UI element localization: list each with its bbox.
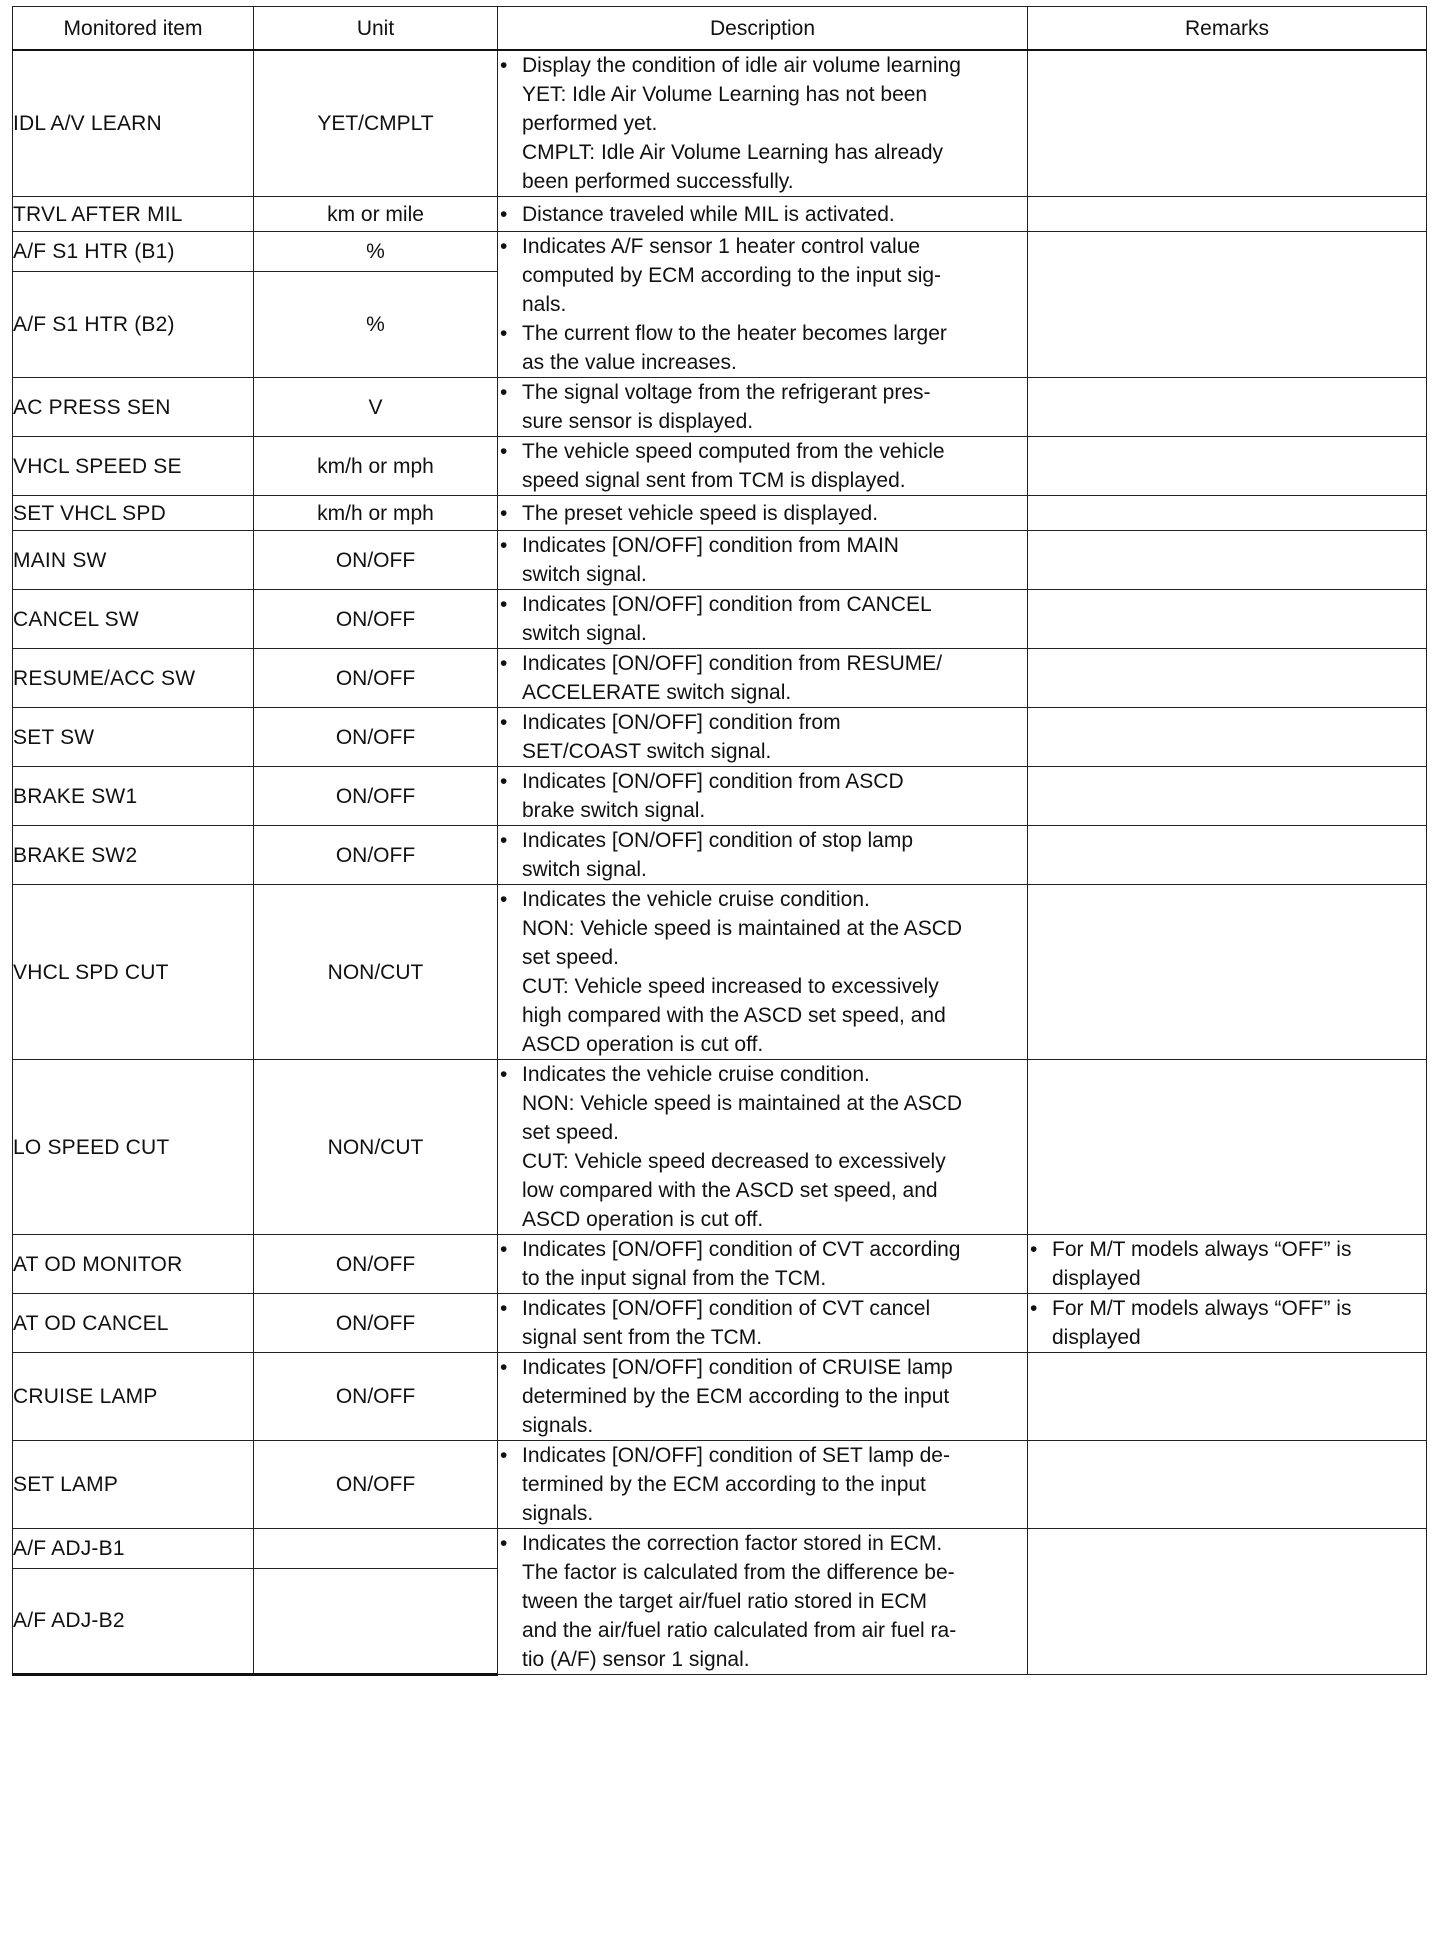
- description-cell: [498, 1441, 1028, 1529]
- remarks-cell: [1028, 1529, 1427, 1675]
- text-line: • Indicates [ON/OFF] condition from: [522, 711, 841, 734]
- text-line: set speed.: [522, 946, 619, 969]
- unit-cell: km/h or mph: [254, 496, 498, 531]
- monitored-item-cell: AT OD MONITOR: [13, 1235, 254, 1294]
- description-bullet-list: [498, 200, 1027, 229]
- description-bullet: [498, 1235, 1027, 1293]
- remarks-cell: [1028, 708, 1427, 767]
- table-row: [13, 708, 1427, 767]
- description-bullet-list: [498, 590, 1027, 648]
- unit-cell: km or mile: [254, 197, 498, 232]
- unit-cell: ON/OFF: [254, 649, 498, 708]
- description-bullet-list: [498, 826, 1027, 884]
- text-line: • Indicates [ON/OFF] condition of CVT according: [522, 1238, 961, 1261]
- unit-cell: ON/OFF: [254, 1235, 498, 1294]
- description-cell: [498, 197, 1028, 232]
- table-row: [13, 531, 1427, 590]
- text-line: ACCELERATE switch signal.: [522, 681, 792, 704]
- text-line: CUT: Vehicle speed increased to excessively: [522, 975, 939, 998]
- description-bullet-list: [498, 51, 1027, 196]
- description-bullet-list: [498, 499, 1027, 528]
- monitored-item-cell: SET VHCL SPD: [13, 496, 254, 531]
- text-line: ASCD operation is cut off.: [522, 1033, 764, 1056]
- table-row: [13, 649, 1427, 708]
- text-line: switch signal.: [522, 858, 647, 881]
- text-line: set speed.: [522, 1121, 619, 1144]
- description-bullet-list: [498, 378, 1027, 436]
- description-bullet: [498, 232, 1027, 319]
- unit-cell: ON/OFF: [254, 1353, 498, 1441]
- unit-cell: %: [254, 271, 498, 377]
- description-cell: [498, 50, 1028, 197]
- description-bullet-list: [498, 1235, 1027, 1293]
- monitored-item-cell: A/F S1 HTR (B2): [13, 271, 254, 377]
- description-bullet: [498, 590, 1027, 648]
- text-line: nals.: [522, 293, 567, 316]
- remarks-bullet-list: [1028, 1294, 1426, 1352]
- description-cell: [498, 232, 1028, 378]
- text-line: • Distance traveled while MIL is activated.: [522, 202, 895, 226]
- monitored-item-cell: BRAKE SW1: [13, 767, 254, 826]
- table-row: [13, 1529, 1427, 1569]
- description-bullet: [498, 826, 1027, 884]
- text-line: • For M/T models always “OFF” is: [1052, 1297, 1352, 1320]
- description-bullet: [498, 1441, 1027, 1528]
- unit-cell: ON/OFF: [254, 708, 498, 767]
- unit-cell: ON/OFF: [254, 1441, 498, 1529]
- remarks-bullet: [1028, 1294, 1426, 1352]
- text-line: The factor is calculated from the difference be-: [522, 1561, 955, 1584]
- text-line: • Indicates [ON/OFF] condition from ASCD: [522, 770, 904, 793]
- monitored-item-cell: TRVL AFTER MIL: [13, 197, 254, 232]
- description-bullet: [498, 649, 1027, 707]
- remarks-cell: [1028, 1060, 1427, 1235]
- monitored-item-cell: CANCEL SW: [13, 590, 254, 649]
- text-line: • The current flow to the heater becomes larger: [522, 322, 947, 345]
- description-bullet-list: [498, 885, 1027, 1059]
- monitored-item-cell: VHCL SPD CUT: [13, 885, 254, 1060]
- description-cell: [498, 1353, 1028, 1441]
- description-bullet-list: [498, 767, 1027, 825]
- unit-cell: ON/OFF: [254, 531, 498, 590]
- text-line: NON: Vehicle speed is maintained at the ASCD: [522, 917, 963, 940]
- description-cell: [498, 708, 1028, 767]
- monitored-item-cell: AT OD CANCEL: [13, 1294, 254, 1353]
- text-line: • The vehicle speed computed from the vehicle: [522, 440, 945, 463]
- text-line: displayed: [1052, 1326, 1141, 1349]
- description-bullet-list: [498, 1353, 1027, 1440]
- remarks-cell: [1028, 826, 1427, 885]
- text-line: displayed: [1052, 1267, 1141, 1290]
- description-bullet: [498, 1353, 1027, 1440]
- description-bullet: [498, 499, 1027, 528]
- monitored-item-cell: MAIN SW: [13, 531, 254, 590]
- table-row: [13, 1353, 1427, 1441]
- table-row: [13, 232, 1427, 272]
- text-line: YET: Idle Air Volume Learning has not been: [522, 83, 928, 106]
- description-bullet-list: [498, 1529, 1027, 1674]
- description-bullet: [498, 531, 1027, 589]
- text-line: signal sent from the TCM.: [522, 1326, 763, 1349]
- text-line: to the input signal from the TCM.: [522, 1267, 827, 1290]
- remarks-bullet: [1028, 1235, 1426, 1293]
- monitored-item-cell: VHCL SPEED SE: [13, 437, 254, 496]
- remarks-cell: [1028, 1441, 1427, 1529]
- text-line: tio (A/F) sensor 1 signal.: [522, 1648, 750, 1671]
- header-monitored-item: Monitored item: [13, 7, 254, 51]
- description-cell: [498, 1060, 1028, 1235]
- text-line: signals.: [522, 1502, 594, 1525]
- unit-cell: ON/OFF: [254, 1294, 498, 1353]
- text-line: • Indicates [ON/OFF] condition from RESUME/: [522, 652, 943, 675]
- description-bullet-list: [498, 708, 1027, 766]
- description-cell: [498, 531, 1028, 590]
- text-line: CMPLT: Idle Air Volume Learning has already: [522, 141, 944, 164]
- text-line: switch signal.: [522, 622, 647, 645]
- monitored-item-cell: LO SPEED CUT: [13, 1060, 254, 1235]
- table-body: [13, 50, 1427, 1675]
- monitored-item-cell: A/F S1 HTR (B1): [13, 232, 254, 272]
- header-description: Description: [498, 7, 1028, 51]
- remarks-cell: [1028, 437, 1427, 496]
- description-cell: [498, 767, 1028, 826]
- description-bullet: [498, 51, 1027, 196]
- description-bullet: [498, 767, 1027, 825]
- table-row: [13, 826, 1427, 885]
- description-bullet: [498, 437, 1027, 495]
- remarks-cell: [1028, 590, 1427, 649]
- remarks-cell: [1028, 232, 1427, 378]
- remarks-bullet-list: [1028, 1235, 1426, 1293]
- unit-cell: ON/OFF: [254, 767, 498, 826]
- text-line: as the value increases.: [522, 351, 737, 374]
- text-line: and the air/fuel ratio calculated from air fuel ra-: [522, 1619, 957, 1642]
- description-bullet: [498, 708, 1027, 766]
- remarks-cell: [1028, 649, 1427, 708]
- text-line: • Indicates [ON/OFF] condition of CVT cancel: [522, 1297, 931, 1320]
- unit-cell: ON/OFF: [254, 826, 498, 885]
- remarks-cell: [1028, 885, 1427, 1060]
- text-line: • Indicates A/F sensor 1 heater control value: [522, 235, 921, 258]
- unit-cell: V: [254, 378, 498, 437]
- remarks-cell: [1028, 531, 1427, 590]
- table-row: [13, 767, 1427, 826]
- description-bullet: [498, 200, 1027, 229]
- monitored-item-cell: CRUISE LAMP: [13, 1353, 254, 1441]
- description-cell: [498, 1235, 1028, 1294]
- table-row: [13, 437, 1427, 496]
- description-bullet: [498, 1529, 1027, 1674]
- text-line: termined by the ECM according to the input: [522, 1473, 926, 1496]
- text-line: switch signal.: [522, 563, 647, 586]
- description-cell: [498, 378, 1028, 437]
- text-line: tween the target air/fuel ratio stored in ECM: [522, 1590, 928, 1613]
- table-header-row: [13, 7, 1427, 51]
- unit-cell: [254, 1568, 498, 1674]
- description-bullet-list: [498, 531, 1027, 589]
- text-line: computed by ECM according to the input sig-: [522, 264, 942, 287]
- description-bullet: [498, 885, 1027, 1059]
- text-line: • Indicates the vehicle cruise condition.: [522, 1063, 870, 1086]
- text-line: • The signal voltage from the refrigerant pres-: [522, 381, 931, 404]
- description-bullet: [498, 1294, 1027, 1352]
- description-bullet-list: [498, 1060, 1027, 1234]
- remarks-cell: [1028, 496, 1427, 531]
- text-line: been performed successfully.: [522, 170, 794, 193]
- remarks-cell: [1028, 1353, 1427, 1441]
- text-line: NON: Vehicle speed is maintained at the ASCD: [522, 1092, 963, 1115]
- table-row: [13, 378, 1427, 437]
- description-cell: [498, 826, 1028, 885]
- monitored-item-cell: RESUME/ACC SW: [13, 649, 254, 708]
- text-line: CUT: Vehicle speed decreased to excessively: [522, 1150, 946, 1173]
- table-row: [13, 50, 1427, 197]
- text-line: • Indicates the correction factor stored in ECM.: [522, 1532, 943, 1555]
- text-line: • For M/T models always “OFF” is: [1052, 1238, 1352, 1261]
- description-cell: [498, 885, 1028, 1060]
- monitored-item-cell: IDL A/V LEARN: [13, 50, 254, 197]
- table-row: [13, 1294, 1427, 1353]
- description-bullet: [498, 1060, 1027, 1234]
- text-line: high compared with the ASCD set speed, and: [522, 1004, 946, 1027]
- remarks-cell: [1028, 378, 1427, 437]
- text-line: sure sensor is displayed.: [522, 410, 754, 433]
- monitored-item-cell: BRAKE SW2: [13, 826, 254, 885]
- text-line: • Indicates the vehicle cruise condition.: [522, 888, 870, 911]
- remarks-cell: [1028, 50, 1427, 197]
- table-row: [13, 496, 1427, 531]
- text-line: • Indicates [ON/OFF] condition from CANCEL: [522, 593, 932, 616]
- monitored-item-cell: A/F ADJ-B2: [13, 1568, 254, 1674]
- text-line: • Indicates [ON/OFF] condition of SET lamp de-: [522, 1444, 950, 1467]
- description-cell: [498, 437, 1028, 496]
- unit-cell: YET/CMPLT: [254, 50, 498, 197]
- monitored-item-cell: AC PRESS SEN: [13, 378, 254, 437]
- description-bullet-list: [498, 232, 1027, 377]
- description-bullet-list: [498, 1441, 1027, 1528]
- text-line: • Indicates [ON/OFF] condition of CRUISE lamp: [522, 1356, 953, 1379]
- text-line: ASCD operation is cut off.: [522, 1208, 764, 1231]
- text-line: low compared with the ASCD set speed, and: [522, 1179, 938, 1202]
- unit-cell: [254, 1529, 498, 1569]
- table-row: [13, 1060, 1427, 1235]
- table-row: [13, 590, 1427, 649]
- description-bullet: [498, 319, 1027, 377]
- unit-cell: km/h or mph: [254, 437, 498, 496]
- header-remarks: Remarks: [1028, 7, 1427, 51]
- description-bullet: [498, 378, 1027, 436]
- header-unit: Unit: [254, 7, 498, 51]
- text-line: brake switch signal.: [522, 799, 706, 822]
- table-row: [13, 1235, 1427, 1294]
- text-line: • Display the condition of idle air volume learning: [522, 54, 961, 77]
- unit-cell: ON/OFF: [254, 590, 498, 649]
- description-bullet-list: [498, 649, 1027, 707]
- table-row: [13, 197, 1427, 232]
- text-line: determined by the ECM according to the input: [522, 1385, 950, 1408]
- remarks-cell: [1028, 1235, 1427, 1294]
- remarks-cell: [1028, 1294, 1427, 1353]
- description-bullet-list: [498, 1294, 1027, 1352]
- unit-cell: NON/CUT: [254, 885, 498, 1060]
- monitor-item-table: [12, 6, 1427, 1676]
- text-line: performed yet.: [522, 112, 658, 135]
- text-line: speed signal sent from TCM is displayed.: [522, 469, 906, 492]
- description-cell: [498, 590, 1028, 649]
- table-row: [13, 1441, 1427, 1529]
- text-line: • Indicates [ON/OFF] condition of stop lamp: [522, 829, 914, 852]
- description-cell: [498, 649, 1028, 708]
- description-bullet-list: [498, 437, 1027, 495]
- description-cell: [498, 1294, 1028, 1353]
- text-line: signals.: [522, 1414, 594, 1437]
- text-line: SET/COAST switch signal.: [522, 740, 772, 763]
- unit-cell: NON/CUT: [254, 1060, 498, 1235]
- unit-cell: %: [254, 232, 498, 272]
- text-line: • Indicates [ON/OFF] condition from MAIN: [522, 534, 899, 557]
- text-line: • The preset vehicle speed is displayed.: [522, 501, 879, 525]
- remarks-cell: [1028, 197, 1427, 232]
- remarks-cell: [1028, 767, 1427, 826]
- monitored-item-cell: SET LAMP: [13, 1441, 254, 1529]
- monitored-item-cell: SET SW: [13, 708, 254, 767]
- table-row: [13, 885, 1427, 1060]
- monitored-item-cell: A/F ADJ-B1: [13, 1529, 254, 1569]
- description-cell: [498, 1529, 1028, 1675]
- description-cell: [498, 496, 1028, 531]
